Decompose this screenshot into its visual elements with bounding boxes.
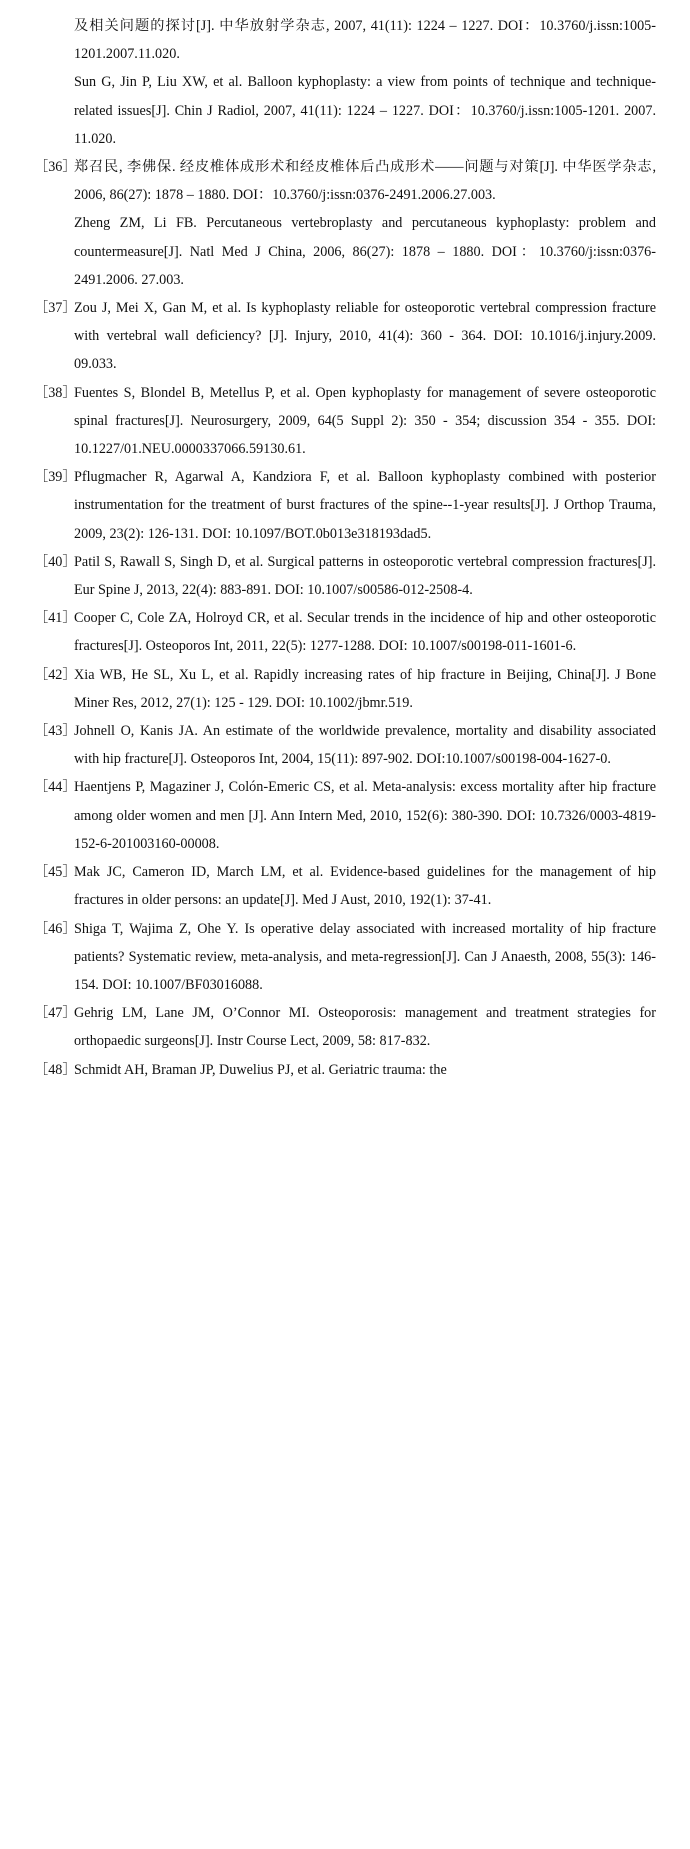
reference-label: ［38］ bbox=[34, 384, 77, 401]
reference-text: Gehrig LM, Lane JM, O’Connor MI. Osteoporosis: management and treatment strategies for orthopaedic surgeons[J]. Instr Course Lect, 2009, 58: 817-832. bbox=[74, 1005, 656, 1050]
reference-label: ［37］ bbox=[34, 300, 77, 317]
reference-entry bbox=[34, 12, 656, 68]
reference-label: ［48］ bbox=[34, 1061, 77, 1078]
reference-entry bbox=[34, 717, 656, 773]
reference-entry bbox=[34, 915, 656, 1000]
reference-label: ［42］ bbox=[34, 666, 77, 683]
reference-text: Schmidt AH, Braman JP, Duwelius PJ, et al. Geriatric trauma: the bbox=[74, 1061, 447, 1078]
reference-label: ［36］ bbox=[34, 159, 77, 176]
reference-label: ［45］ bbox=[34, 864, 77, 881]
reference-text: Zou J, Mei X, Gan M, et al. Is kyphoplasty reliable for osteoporotic vertebral compression fracture with vertebral wall deficiency? [J]. Injury, 2010, 41(4): 360 - 364. DOI: 10.1016/j.injury.2009. 09.033. bbox=[74, 300, 656, 373]
reference-text: Sun G, Jin P, Liu XW, et al. Balloon kyphoplasty: a view from points of technique and technique-related issues[J]. Chin J Radiol, 2007, 41(11): 1224 – 1227. DOI：10.3760/j.issn:1005-1201. 2007. 11.020. bbox=[74, 74, 656, 147]
reference-label: ［44］ bbox=[34, 779, 77, 796]
reference-text: Haentjens P, Magaziner J, Colón-Emeric CS, et al. Meta-analysis: excess mortality after hip fracture among older women and men [J]. Ann Intern Med, 2010, 152(6): 380-390. DOI: 10.7326/0003-4819-152-6-201003160-00008. bbox=[74, 779, 656, 852]
reference-text: 郑召民, 李佛保. 经皮椎体成形术和经皮椎体后凸成形术——问题与对策[J]. 中华医学杂志, 2006, 86(27): 1878 – 1880. DOI：10.3760/j:issn:0376-2491.2006.27.003. bbox=[74, 159, 656, 204]
reference-entry bbox=[34, 999, 656, 1055]
reference-entry bbox=[34, 209, 656, 294]
reference-label: ［39］ bbox=[34, 469, 77, 486]
reference-entry bbox=[34, 294, 656, 379]
reference-label: ［41］ bbox=[34, 610, 77, 627]
reference-text: Patil S, Rawall S, Singh D, et al. Surgical patterns in osteoporotic vertebral compression fractures[J]. Eur Spine J, 2013, 22(4): 883-891. DOI: 10.1007/s00586-012-2508-4. bbox=[74, 553, 656, 599]
reference-label: ［47］ bbox=[34, 1005, 77, 1022]
reference-entry bbox=[34, 379, 656, 464]
reference-text: Mak JC, Cameron ID, March LM, et al. Evidence-based guidelines for the management of hip fractures in older persons: an update[J]. Med J Aust, 2010, 192(1): 37-41. bbox=[74, 864, 656, 909]
reference-entry bbox=[34, 773, 656, 858]
reference-entry bbox=[34, 68, 656, 153]
reference-text: Fuentes S, Blondel B, Metellus P, et al. Open kyphoplasty for management of severe osteoporotic spinal fractures[J]. Neurosurgery, 2009, 64(5 Suppl 2): 350 - 354; discussion 354 - 355. DOI: 10.1227/01.NEU.0000337066.59130.61. bbox=[74, 384, 656, 458]
reference-text: Pflugmacher R, Agarwal A, Kandziora F, et al. Balloon kyphoplasty combined with posterior instrumentation for the treatment of burst fractures of the spine--1-year results[J]. J Orthop Trauma, 2009, 23(2): 126-131. DOI: 10.1097/BOT.0b013e318193dad5. bbox=[74, 469, 656, 542]
reference-entry bbox=[34, 858, 656, 914]
reference-entry bbox=[34, 153, 656, 209]
reference-text: 及相关问题的探讨[J]. 中华放射学杂志, 2007, 41(11): 1224 – 1227. DOI：10.3760/j.issn:1005-1201.2007.11.020. bbox=[74, 18, 656, 63]
reference-list bbox=[34, 12, 656, 1084]
reference-text: Zheng ZM, Li FB. Percutaneous vertebroplasty and percutaneous kyphoplasty: problem and countermeasure[J]. Natl Med J China, 2006, 86(27): 1878 – 1880. DOI：10.3760/j:issn:0376-2491.2006. 27.003. bbox=[74, 215, 656, 288]
reference-entry bbox=[34, 548, 656, 604]
reference-text: Shiga T, Wajima Z, Ohe Y. Is operative delay associated with increased mortality of hip fracture patients? Systematic review, meta-analysis, and meta-regression[J]. Can J Anaesth, 2008, 55(3): 146-154. DOI: 10.1007/BF03016088. bbox=[74, 920, 656, 993]
reference-label: ［46］ bbox=[34, 920, 77, 937]
reference-entry bbox=[34, 604, 656, 660]
reference-label: ［40］ bbox=[34, 553, 77, 570]
reference-entry bbox=[34, 463, 656, 548]
reference-entry bbox=[34, 1056, 656, 1084]
reference-entry bbox=[34, 661, 656, 717]
reference-text: Cooper C, Cole ZA, Holroyd CR, et al. Secular trends in the incidence of hip and other osteoporotic fractures[J]. Osteoporos Int, 2011, 22(5): 1277-1288. DOI: 10.1007/s00198-011-1601-6. bbox=[74, 610, 656, 655]
reference-label: ［43］ bbox=[34, 723, 77, 740]
reference-text: Xia WB, He SL, Xu L, et al. Rapidly increasing rates of hip fracture in Beijing, China[J]. J Bone Miner Res, 2012, 27(1): 125 - 129. DOI: 10.1002/jbmr.519. bbox=[74, 666, 656, 711]
reference-text: Johnell O, Kanis JA. An estimate of the worldwide prevalence, mortality and disability associated with hip fracture[J]. Osteoporos Int, 2004, 15(11): 897-902. DOI:10.1007/s00198-004-1627-0. bbox=[74, 723, 656, 768]
